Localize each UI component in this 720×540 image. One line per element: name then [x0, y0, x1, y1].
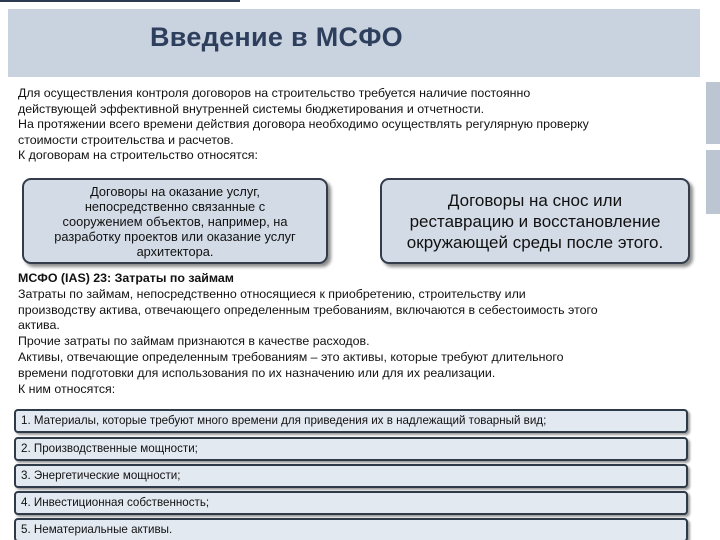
ias23-line: Прочие затраты по займам признаются в качестве расходов.: [18, 334, 370, 349]
box-line: сооружением объектов, например, на: [62, 213, 288, 229]
box-line: Договоры на снос или: [447, 190, 623, 210]
ias23-line: времени подготовки для использования по их назначению или для их реализации.: [18, 365, 496, 380]
box-line: архитектора.: [136, 243, 214, 259]
asset-list-item: 5. Нематериальные активы.: [14, 518, 688, 540]
asset-list-item: 1. Материалы, которые требуют много времени для приведения их в надлежащий товарный вид;: [14, 409, 688, 433]
services-contracts-box: [22, 178, 328, 264]
intro-line: стоимости строительства и расчетов.: [18, 132, 234, 147]
ias23-line: производству актива, отвечающего определенным требованиям, включаются в себестоимость этого: [18, 302, 598, 317]
decor-block: [706, 82, 720, 144]
asset-list-item: 3. Энергетические мощности;: [14, 464, 688, 488]
ias23-line: Активы, отвечающие определенным требованиям – это активы, которые требуют длительного: [18, 349, 564, 364]
intro-paragraph: [18, 86, 700, 164]
ias23-line: актива.: [18, 318, 60, 333]
intro-line: действующей эффективной внутренней системы бюджетирования и отчетности.: [18, 101, 485, 116]
box-line: непосредственно связанные с: [84, 198, 266, 214]
asset-list-item: 4. Инвестиционная собственность;: [14, 491, 688, 515]
box-line: разработку проектов или оказание услуг: [54, 228, 296, 244]
ias23-section: [18, 271, 708, 397]
box-line: окружающей среды после этого.: [406, 232, 664, 252]
ias23-line: К ним относятся:: [18, 381, 116, 396]
right-decor-band: [702, 78, 720, 220]
top-accent-line: [0, 0, 240, 2]
intro-line: К договорам на строительство относятся:: [18, 148, 258, 163]
demolition-contracts-box: [380, 178, 690, 264]
intro-line: Для осуществления контроля договоров на строительство требуется наличие постоянно: [18, 86, 531, 100]
asset-list-item: 2. Производственные мощности;: [14, 437, 688, 461]
ias23-heading: МСФО (IAS) 23: Затраты по займам: [18, 271, 234, 285]
intro-line: На протяжении всего времени действия договора необходимо осуществлять регулярную проверку: [18, 117, 589, 132]
box-line: Договоры на оказание услуг,: [90, 183, 260, 199]
page-title: Введение в МСФО: [150, 22, 403, 52]
box-line: реставрацию и восстановление: [409, 211, 661, 231]
decor-block: [706, 150, 720, 214]
ias23-line: Затраты по займам, непосредственно относящиеся к приобретению, строительству или: [18, 286, 526, 301]
